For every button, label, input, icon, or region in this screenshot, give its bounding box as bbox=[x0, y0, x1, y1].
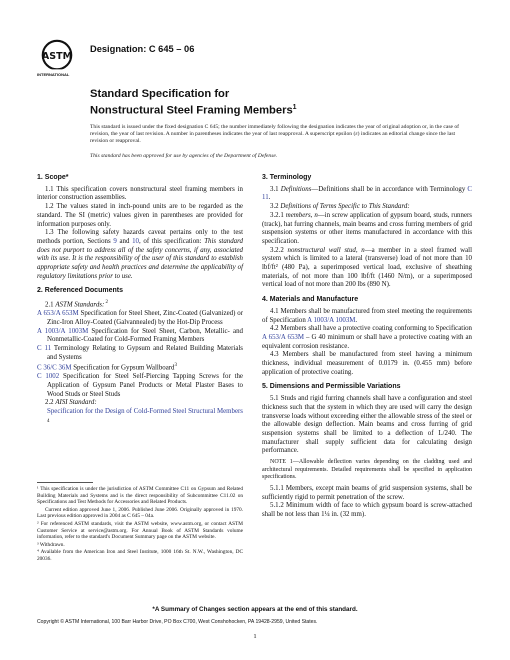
para-3-2: 3.2 Definitions of Terms Specific to This Standard: bbox=[270, 203, 410, 211]
title-line-2 bbox=[90, 101, 297, 118]
para-1-3: 1.3 The following safety hazards caveat pertains only to the test methods portion, Sections 9 and 10, of this specification: This standard does not purport to address all of the safety concerns, if any, associated with its use. It is the responsibility of the user of this standard to establish appropriate safety and health practices and determine the applicability of regulatory limitations prior to use. bbox=[37, 229, 243, 280]
aisi-reference-link[interactable]: Specification for the Design of Cold-Formed Steel Structural Members bbox=[47, 408, 243, 416]
aisi-reference: Specification for the Design of Cold-Formed Steel Structural Members $^4$ bbox=[47, 408, 243, 424]
section-5-heading: 5. Dimensions and Permissible Variations bbox=[262, 383, 401, 391]
svg-text:ASTM: ASTM bbox=[41, 50, 73, 62]
document-title bbox=[90, 88, 297, 118]
page-number: 1 bbox=[253, 633, 257, 640]
reference-code-link[interactable]: A 653/A 653M bbox=[37, 310, 79, 318]
reference-title: Specification for Steel Sheet, Carbon, Metallic- and Nonmetallic-Coated for Cold-Formed Framing Members bbox=[47, 327, 244, 344]
note-1: NOTE 1—Allowable deflection varies depending on the cladding used and architectural requirements. Detailed requirements shall be specified in application specifications. bbox=[262, 459, 472, 481]
left-column bbox=[37, 170, 243, 429]
reference-item bbox=[37, 345, 243, 362]
issue-note: This standard is issued under the fixed designation C 645; the number immediately following the designation indicates the year of original adoption or, in the case of revision, the year of last revision. A number in parentheses indicates the year of last reapproval. A superscript epsilon (ε) indicates an editorial change since the last revision or reapproval. bbox=[90, 124, 460, 144]
reference-item bbox=[37, 328, 243, 345]
logo-wordmark: INTERNATIONAL bbox=[37, 72, 70, 77]
para-4-3: 4.3 Members shall be manufactured from steel having a minimum thickness, individual measurement of 0.0179 in. (0.455 mm) before application of protective coating. bbox=[262, 351, 472, 376]
reference-list bbox=[37, 310, 243, 399]
para-3-2-1: 3.2.1 members, n—in screw application of gypsum board, studs, runners (track), hat furring channels, main beams and cross furring members of grid suspension systems or other items manufactured in accordance with this specification. bbox=[262, 211, 472, 245]
section-3-heading: 3. Terminology bbox=[262, 174, 312, 181]
right-column bbox=[262, 170, 472, 520]
title-footnote-ref[interactable]: 1 bbox=[292, 104, 297, 111]
section-1-heading: 1. Scope* bbox=[37, 174, 69, 181]
aisi-standard-label: 2.2 AISI Standard: bbox=[45, 399, 97, 407]
reference-item bbox=[37, 310, 243, 327]
a1003-link[interactable]: A 1003/A 1003M bbox=[307, 316, 356, 324]
reference-code-link[interactable]: C 11 bbox=[37, 344, 52, 352]
para-5-1-1: 5.1.1 Members, except main beams of grid suspension systems, shall be sufficiently rigid to permit penetration of the screw. bbox=[262, 484, 472, 501]
footnote-divider bbox=[37, 482, 93, 483]
para-4-2: 4.2 Members shall have a protective coating conforming to Specification A 653/A 653M – G 40 minimum or shall have a protective coating with an equivalent corrosion resistance. bbox=[262, 325, 472, 350]
para-3-2-2: 3.2.2 nonstructural wall stud, n—a member in a steel framed wall system which is limited to a lateral (transverse) load of not more than 10 lbf/ft² (480 Pa), a superimposed vertical load, exclusive of sheathing materials, of not more than 100 lbf/ft (1460 N/m), or a superimposed vertical load of not more than 200 lbs (890 N). bbox=[262, 246, 473, 289]
para-3-1: 3.1 Definitions—Definitions shall be in accordance with Terminology C 11. bbox=[262, 185, 472, 202]
footnote-4: ⁴ Available from the American Iron and Steel Institute, 1000 16th St. N.W., Washington, DC 20036. bbox=[37, 549, 243, 562]
astm-standards-label: 2.1 ASTM Standards: $^2$ bbox=[45, 300, 109, 309]
reference-code-link[interactable]: A 1003/A 1003M bbox=[37, 327, 89, 335]
reference-item bbox=[37, 362, 243, 373]
section-2-heading: 2. Referenced Documents bbox=[37, 287, 123, 295]
c11-link[interactable]: C 11 bbox=[262, 185, 472, 202]
a653-link[interactable]: A 653/A 653M bbox=[262, 333, 304, 341]
para-4-1: 4.1 Members shall be manufactured from steel meeting the requirements of Specification A 1003/A 1003M. bbox=[262, 307, 472, 324]
reference-title: Terminology Relating to Gypsum and Related Building Materials and Systems bbox=[47, 344, 243, 361]
reference-item bbox=[37, 373, 243, 399]
copyright-line: Copyright © ASTM International, 100 Barr Harbor Drive, PO Box C700, West Conshohocken, PA 19428-2959, United States. bbox=[37, 619, 318, 625]
reference-footnote-ref[interactable]: 3 bbox=[174, 363, 178, 369]
reference-code-link[interactable]: C 1002 bbox=[37, 373, 60, 381]
summary-of-changes-note: *A Summary of Changes section appears at the end of this standard. bbox=[152, 606, 358, 613]
section-4-heading: 4. Materials and Manufacture bbox=[262, 296, 359, 304]
section-9-link[interactable]: 9 bbox=[113, 237, 117, 245]
footnote-1: ¹ This specification is under the jurisdiction of ASTM Committee C11 on Gypsum and Related Building Materials and Systems and is the direct responsibility of Subcommittee C11.02 on Specifications and Test Methods for Accessories and Related Products. bbox=[37, 486, 243, 506]
para-1-2: 1.2 The values stated in inch-pound units are to be regarded as the standard. The SI (metric) values given in parentheses are provided for information purposes only. bbox=[37, 203, 243, 228]
title-text: Nonstructural Steel Framing Members bbox=[90, 104, 293, 117]
para-5-1: 5.1 Studs and rigid furring channels shall have a configuration and steel thickness such that the system in which they are used will carry the design transverse loads without exceeding either the allowable stress of the steel or the allowable design deflection. Main beams and cross furring of grid suspension systems shall be limited to a deflection of L/240. The manufacturer shall supply sufficient data for calculating design performance. bbox=[262, 395, 472, 455]
reference-title: Specification for Steel Self-Piercing Tapping Screws for the Application of Gypsum Panel Products or Metal Plaster Bases to Wood Studs or Steel Studs bbox=[47, 373, 243, 398]
reference-code-link[interactable]: C 36/C 36M bbox=[37, 364, 72, 372]
para-5-1-2: 5.1.2 Minimum width of face to which gypsum board is screw-attached shall be not less than 1¼ in. (32 mm). bbox=[262, 502, 472, 518]
astm-logo bbox=[38, 38, 76, 76]
section-10-link[interactable]: 10 bbox=[132, 237, 139, 245]
footnote-1-edition: Current edition approved June 1, 2006. Published June 2006. Originally approved in 1970. Last previous edition approved in 2004 as C 645 – 04a. bbox=[37, 506, 243, 520]
footnote-2: ² For referenced ASTM standards, visit the ASTM website, www.astm.org, or contact ASTM Customer Service at service@astm.org. For Annual Book of ASTM Standards volume information, refer to the standard's Document Summary page on the ASTM website. bbox=[37, 520, 243, 541]
footnotes bbox=[37, 486, 243, 564]
para-1-1: 1.1 This specification covers nonstructural steel framing members in interior construction assemblies. bbox=[37, 185, 243, 202]
defense-note: This standard has been approved for use by agencies of the Department of Defense. bbox=[90, 153, 278, 159]
title-line-1: Standard Specification for bbox=[90, 88, 230, 100]
designation: Designation: C 645 – 06 bbox=[90, 44, 195, 54]
footnote-3: ³ Withdrawn. bbox=[37, 541, 65, 548]
reference-title: Specification for Steel Sheet, Zinc-Coated (Galvanized) or Zinc-Iron Alloy-Coated (Galvannealed) by the Hot-Dip Process bbox=[47, 310, 243, 326]
reference-title: Specification for Gypsum Wallboard bbox=[71, 364, 175, 372]
